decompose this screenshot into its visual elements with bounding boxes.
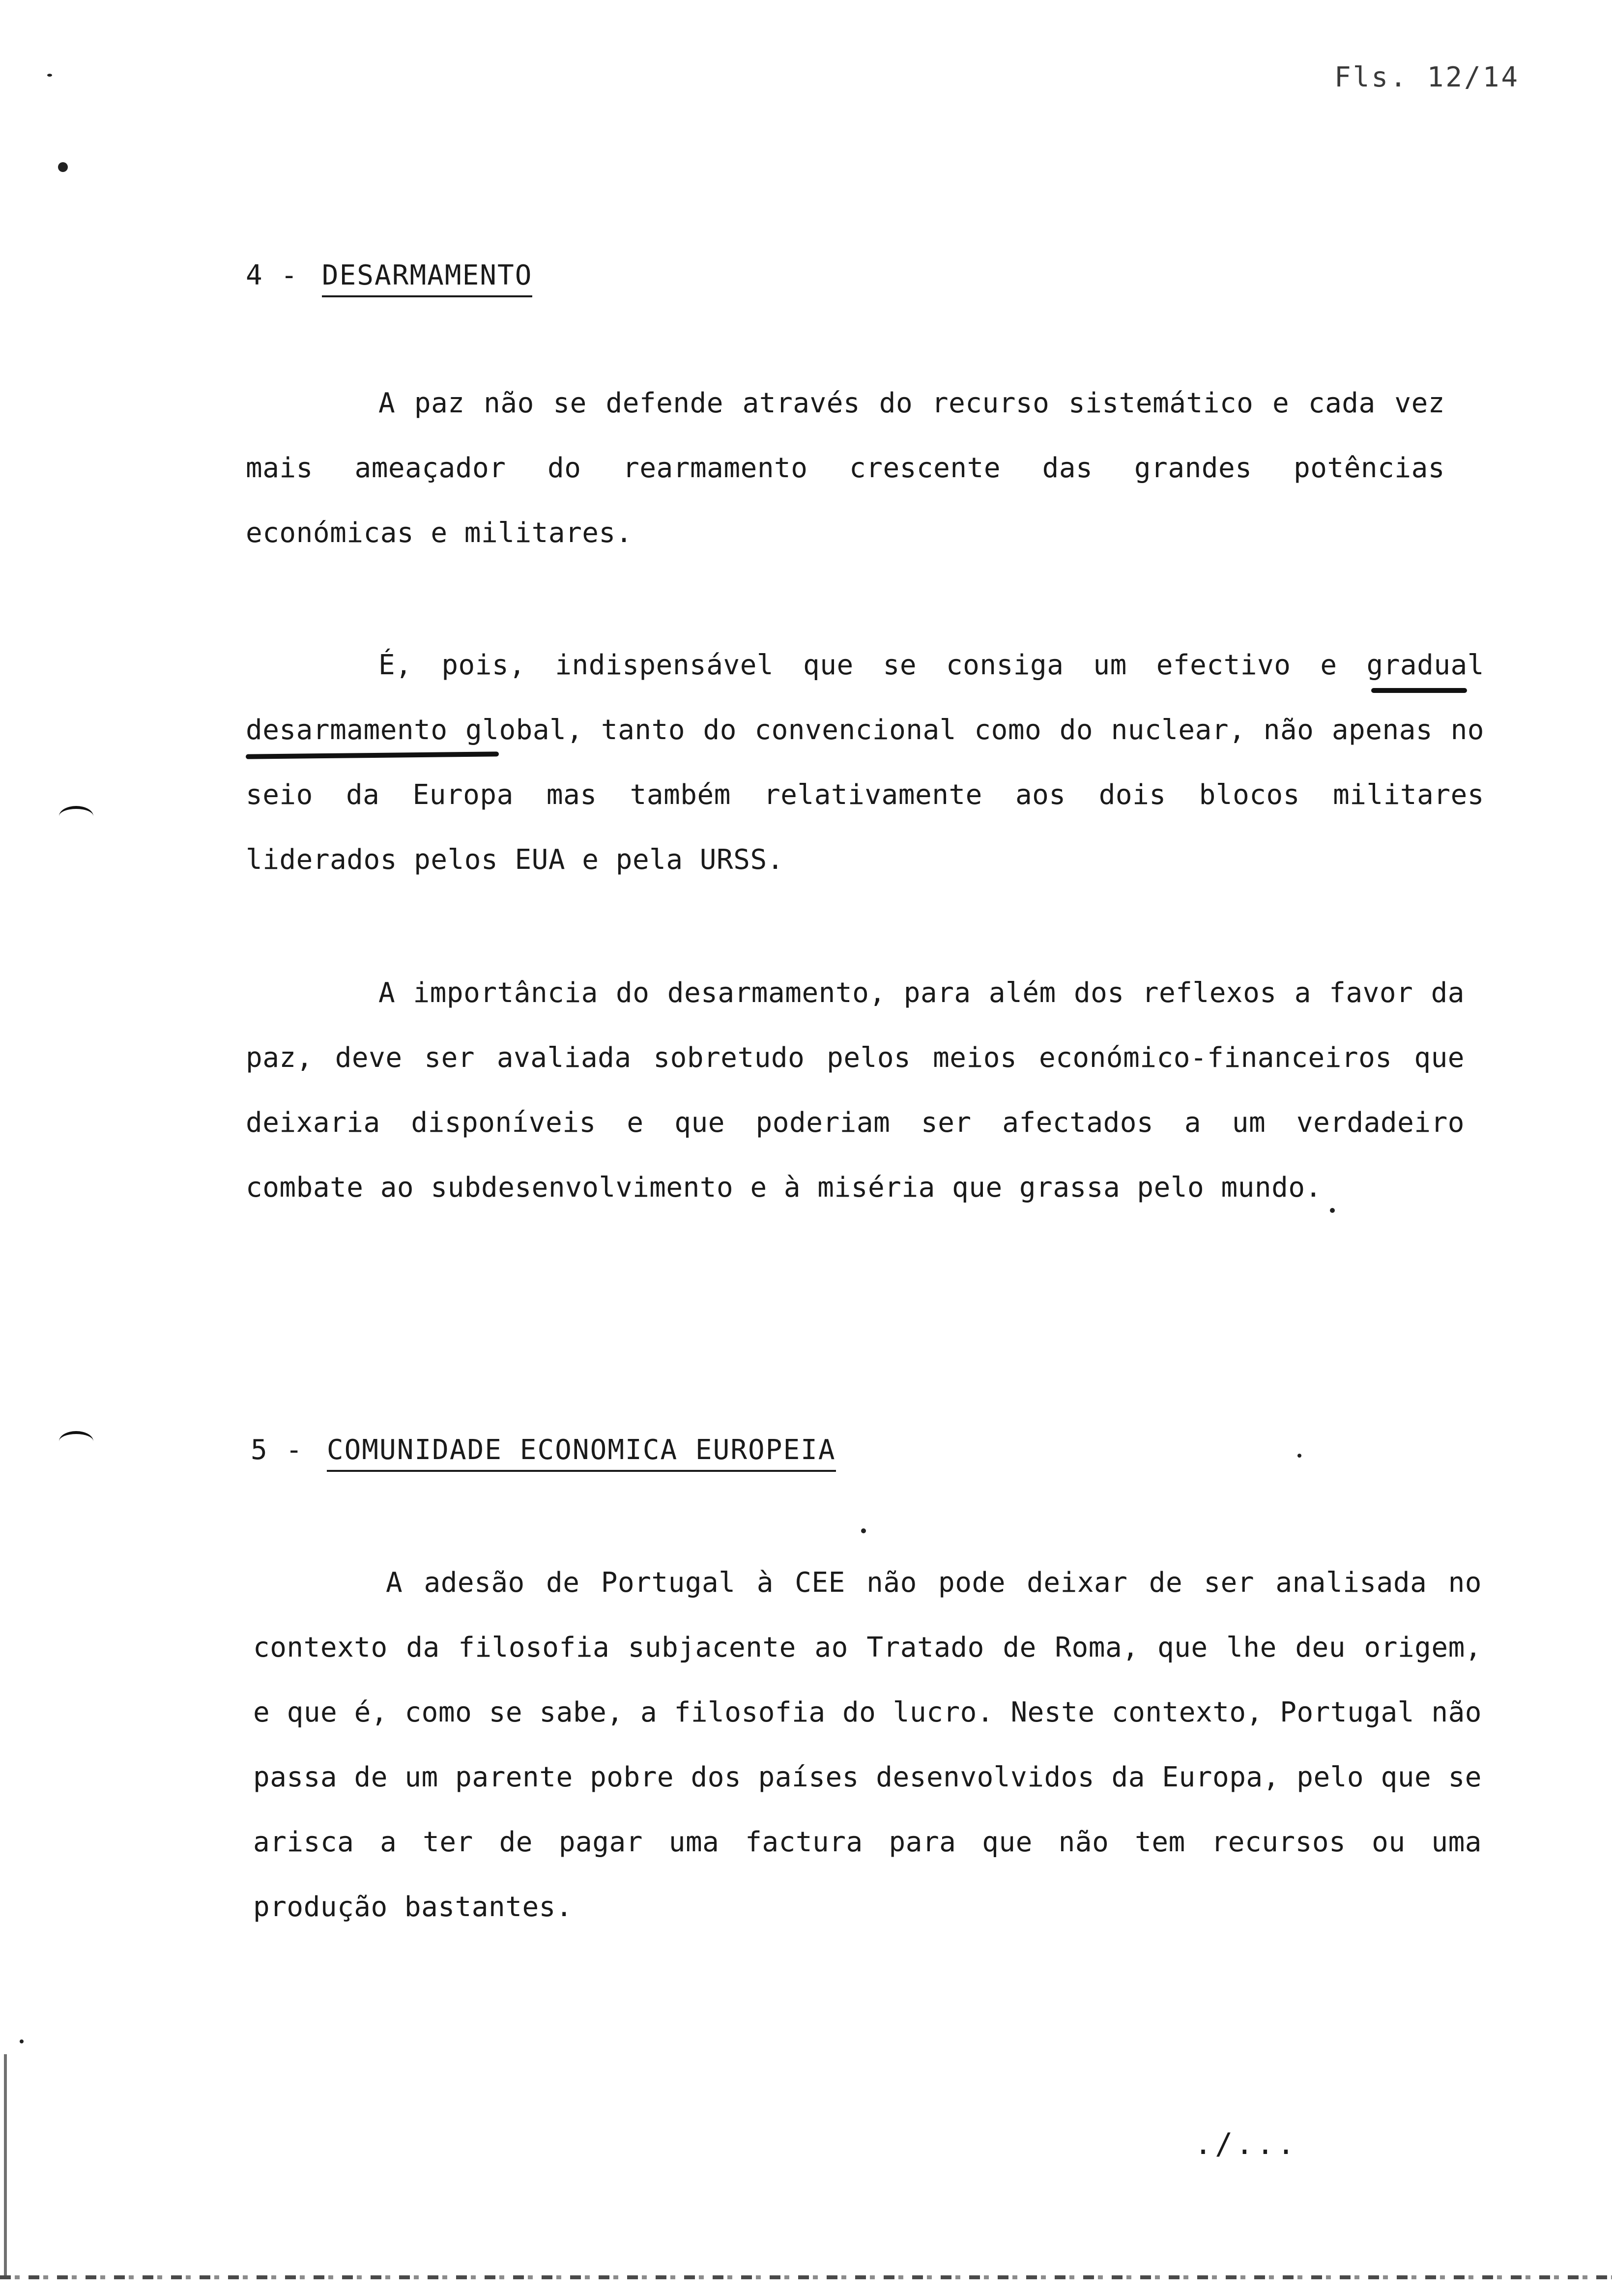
scan-speck <box>20 2039 24 2043</box>
section-5-number: 5 - <box>251 1434 304 1466</box>
section-4-paragraph-1: A paz não se defende através do recurso sistemático e cada vez mais ameaçador do rearmamento crescente das grandes potências económicas e militares. <box>246 387 1445 549</box>
scan-edge-shadow <box>4 2054 7 2275</box>
scan-speck <box>1297 1454 1301 1458</box>
section-5-paragraph-1: A adesão de Portugal à CEE não pode deixar de ser analisada no contexto da filosofia subjacente ao Tratado de Roma, que lhe deu origem, e que é, como se sabe, a filosofia do lucro. Neste contexto, Portugal não passa de um parente pobre dos países desenvolvidos da Europa, pelo que se arisca a ter de pagar uma factura para que não tem recursos ou uma produção bastantes. <box>253 1567 1482 1923</box>
margin-bracket-mark <box>59 1431 93 1452</box>
scan-edge-shadow <box>0 2275 1612 2279</box>
section-4-paragraph-2: É, pois, indispensável que se consiga um efectivo e gradual desarmamento global, tanto do convencional como do nuclear, não apenas no seio da Europa mas também relativamente aos dois blocos militares liderados pelos EUA e pela URSS. <box>246 649 1484 876</box>
page-folio: Fls. 12/14 <box>1334 61 1520 93</box>
section-4-heading <box>246 259 532 291</box>
margin-bracket-mark <box>59 806 93 827</box>
scan-speck <box>861 1528 866 1533</box>
section-5-title: COMUNIDADE ECONOMICA EUROPEIA <box>327 1434 836 1472</box>
section-4-title: DESARMAMENTO <box>322 259 533 297</box>
handwritten-underline <box>1371 688 1467 693</box>
continuation-mark: ./... <box>1194 2127 1298 2161</box>
section-5-heading <box>251 1434 836 1466</box>
section-4-paragraph-3: A importância do desarmamento, para além dos reflexos a favor da paz, deve ser avaliada sobretudo pelos meios económico-financeiros que deixaria disponíveis e que poderiam ser afectados a um verdadeiro combate ao subdesenvolvimento e à miséria que grassa pelo mundo. <box>246 977 1465 1204</box>
section-4-number: 4 - <box>246 259 299 291</box>
punch-hole-mark <box>58 162 68 172</box>
scan-speck <box>47 74 52 77</box>
